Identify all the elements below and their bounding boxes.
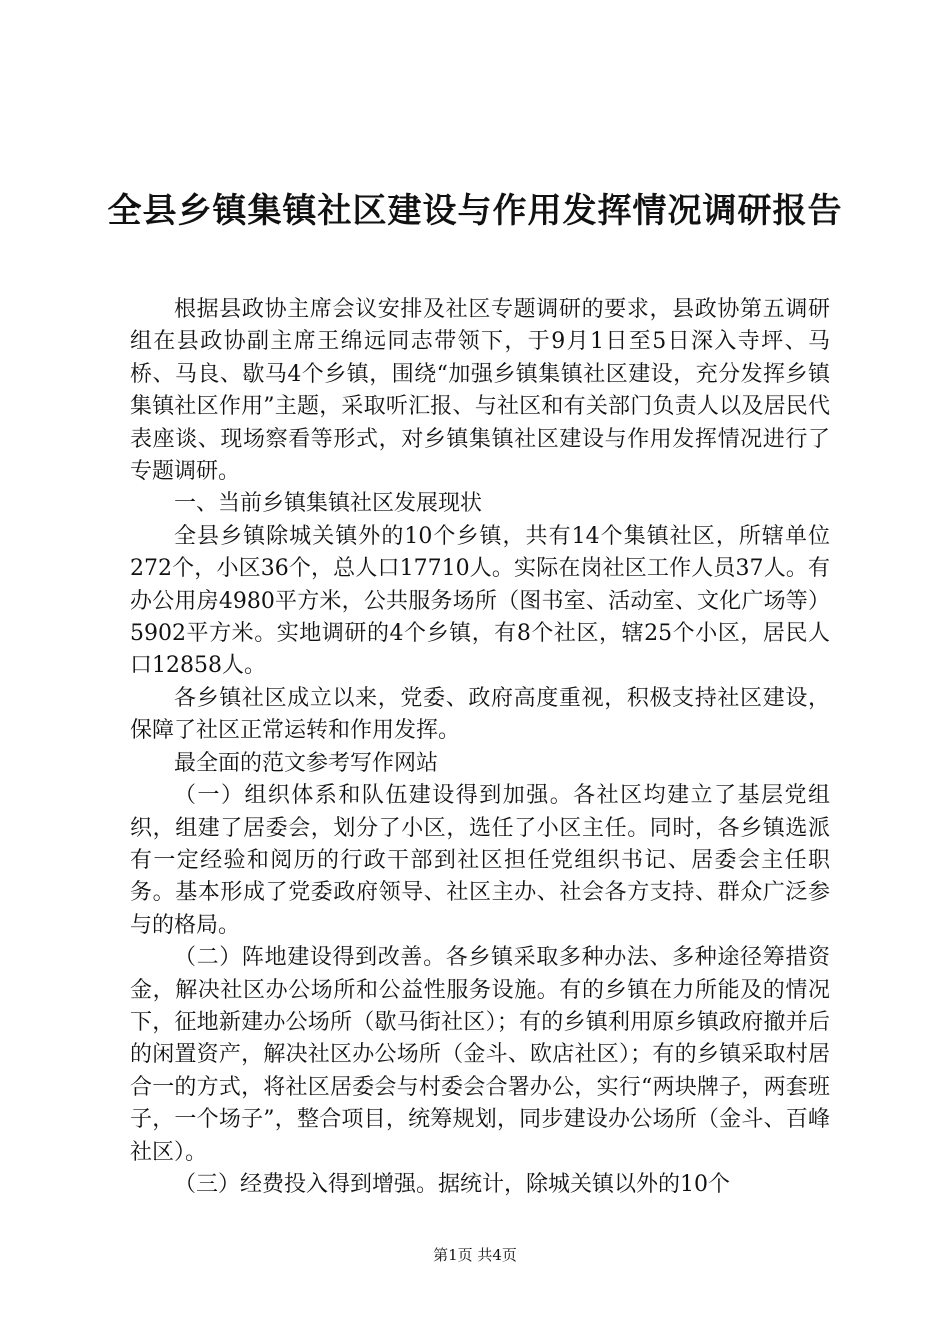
paragraph-facilities: （二）阵地建设得到改善。各乡镇采取多种办法、多种途径筹措资金，解决社区办公场所和公益性服务设施。有的乡镇在力所能及的情况下，征地新建办公场所（歇马街社区）；有的乡镇利用原乡镇政府撤并后的闲置资产，解决社区办公场所（金斗、欧店社区）；有的乡镇采取村居合一的方式，将社区居委会与村委会合署办公，实行“两块牌子，两套班子，一个场子”，整合项目，统筹规划，同步建设办公场所（金斗、百峰社区）。 (130, 945, 830, 1165)
section-heading-1: 一、当前乡镇集镇社区发展现状 (174, 491, 483, 517)
paragraph-funding: （三）经费投入得到增强。据统计，除城关镇以外的10个 (174, 1171, 730, 1197)
paragraph-organization: （一）组织体系和队伍建设得到加强。各社区均建立了基层党组织，组建了居委会，划分了小区，选任了小区主任。同时，各乡镇选派有一定经验和阅历的行政干部到社区担任党组织书记、居委会主任职务。基本形成了党委政府领导、社区主办、社会各方支持、群众广泛参与的格局。 (130, 783, 830, 938)
document-title: 全县乡镇集镇社区建设与作用发挥情况调研报告 (107, 191, 843, 231)
page-footer: 第1页 共4页 (433, 1246, 517, 1264)
paragraph-intro: 根据县政协主席会议安排及社区专题调研的要求，县政协第五调研组在县政协副主席王绵远同志带领下，于9月1日至5日深入寺坪、马桥、马良、歇马4个乡镇，围绕“加强乡镇集镇社区建设，充分发挥乡镇集镇社区作用”主题，采取听汇报、与社区和有关部门负责人以及居民代表座谈、现场察看等形式，对乡镇集镇社区建设与作用发挥情况进行了专题调研。 (130, 297, 830, 485)
paragraph-support: 各乡镇社区成立以来，党委、政府高度重视，积极支持社区建设，保障了社区正常运转和作用发挥。 (130, 685, 830, 744)
document-body (130, 294, 830, 1201)
paragraph-status: 全县乡镇除城关镇外的10个乡镇，共有14个集镇社区，所辖单位272个，小区36个，总人口17710人。实际在岗社区工作人员37人。有办公用房4980平方米，公共服务场所（图书室、活动室、文化广场等）5902平方米。实地调研的4个乡镇，有8个社区，辖25个小区，居民人口12858人。 (130, 523, 830, 679)
paragraph-note: 最全面的范文参考写作网站 (174, 750, 439, 776)
